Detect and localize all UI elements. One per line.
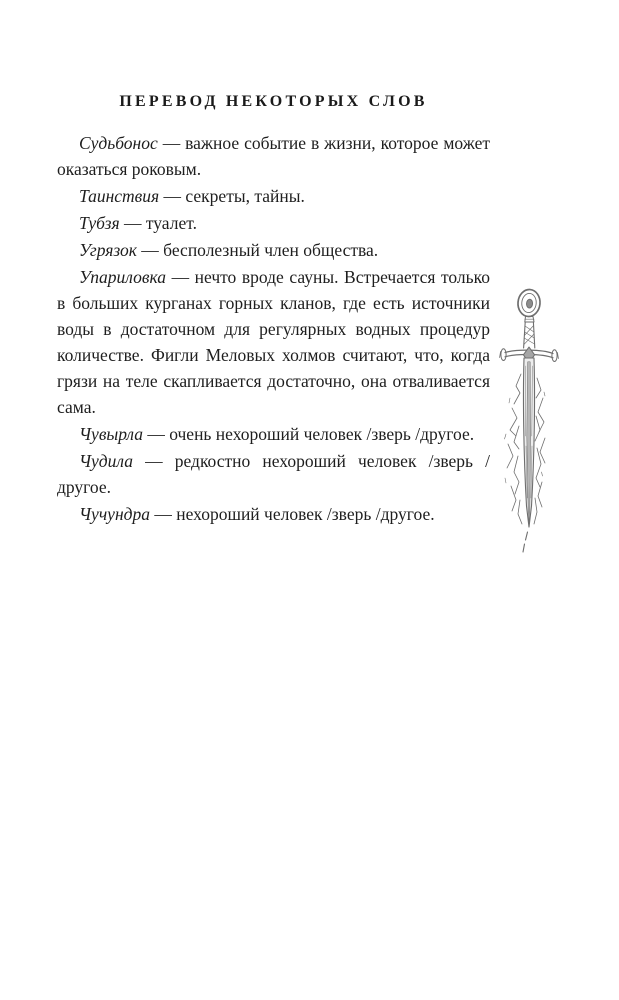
glossary-term: Таинствия bbox=[79, 186, 160, 206]
glossary-term: Судьбонос bbox=[79, 133, 158, 153]
page-title: ПЕРЕВОД НЕКОТОРЫХ СЛОВ bbox=[119, 93, 428, 110]
glossary-list bbox=[57, 130, 490, 528]
glossary-entry bbox=[57, 264, 490, 420]
glossary-definition: — редкостно нехороший человек /зверь /другое. bbox=[57, 451, 491, 497]
glossary-definition: — очень нехороший человек /зверь /другое. bbox=[147, 424, 475, 444]
glossary-entry bbox=[57, 448, 490, 500]
glossary-entry bbox=[57, 237, 490, 263]
sword-illustration-icon bbox=[490, 286, 570, 556]
glossary-definition: — бесполезный член общества. bbox=[141, 240, 379, 260]
glossary-entry bbox=[57, 210, 490, 236]
glossary-definition: — нехороший человек /зверь /другое. bbox=[154, 504, 435, 524]
glossary-term: Чувырла bbox=[79, 424, 143, 444]
glossary-term: Чудила bbox=[79, 451, 133, 471]
glossary-definition: — важное событие в жизни, которое может оказаться роковым. bbox=[57, 133, 490, 179]
glossary-term: Тубзя bbox=[79, 213, 120, 233]
glossary-entry bbox=[57, 130, 490, 182]
glossary-definition: — туалет. bbox=[124, 213, 197, 233]
glossary-term: Упариловка bbox=[79, 267, 166, 287]
glossary-entry bbox=[57, 501, 490, 527]
glossary-definition: — нечто вроде сауны. Встречается только в больших курганах горных кланов, где есть источники воды в достаточном для регулярных водных процедур количестве. Фигли Меловых холмов считают, что, когда грязи на теле скапливается достаточно, она отваливается сама. bbox=[57, 267, 491, 417]
glossary-term: Чучундра bbox=[79, 504, 150, 524]
glossary-entry bbox=[57, 421, 490, 447]
glossary-definition: — секреты, тайны. bbox=[163, 186, 305, 206]
glossary-entry bbox=[57, 183, 490, 209]
glossary-term: Угрязок bbox=[79, 240, 137, 260]
